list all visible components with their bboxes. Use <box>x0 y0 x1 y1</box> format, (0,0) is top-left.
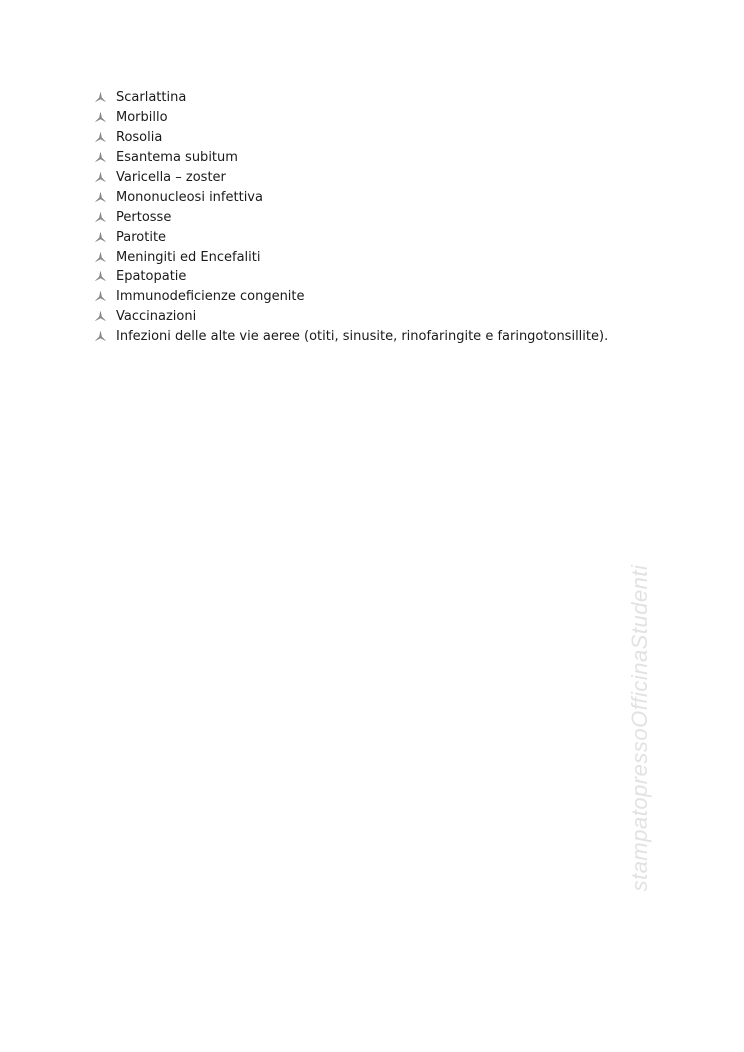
list-item-label: Scarlattina <box>116 90 187 106</box>
tri-arrow-icon <box>95 212 106 223</box>
list-item-label: Morbillo <box>116 110 168 126</box>
list-item <box>95 307 608 327</box>
list-item <box>95 227 608 247</box>
tri-arrow-icon <box>95 172 106 183</box>
list-item <box>95 108 608 128</box>
tri-arrow-icon <box>95 232 106 243</box>
list-item <box>95 128 608 148</box>
tri-arrow-icon <box>95 92 106 103</box>
list-item-label: Parotite <box>116 229 167 245</box>
watermark-text: stampatopressoOfficinaStudenti <box>627 564 652 892</box>
list-item-label: Vaccinazioni <box>116 309 197 325</box>
list-item-label: Mononucleosi infettiva <box>116 189 263 205</box>
list-item-label: Pertosse <box>116 209 172 225</box>
tri-arrow-icon <box>95 311 106 322</box>
tri-arrow-icon <box>95 112 106 123</box>
tri-arrow-icon <box>95 192 106 203</box>
tri-arrow-icon <box>95 331 106 342</box>
list-item <box>95 247 608 267</box>
tri-arrow-icon <box>95 132 106 143</box>
list-item-label: Immunodeficienze congenite <box>116 289 305 305</box>
list-item <box>95 287 608 307</box>
list-item-label: Meningiti ed Encefaliti <box>116 249 261 265</box>
tri-arrow-icon <box>95 252 106 263</box>
list-item-label: Rosolia <box>116 130 163 146</box>
list-item <box>95 148 608 168</box>
list-item <box>95 327 608 347</box>
list-item <box>95 207 608 227</box>
tri-arrow-icon <box>95 291 106 302</box>
list-item-label: Esantema subitum <box>116 150 238 166</box>
tri-arrow-icon <box>95 152 106 163</box>
list-item-label: Varicella – zoster <box>116 170 226 185</box>
list-item-label: Epatopatie <box>116 269 187 285</box>
bullet-list <box>95 88 608 347</box>
list-item <box>95 168 608 188</box>
tri-arrow-icon <box>95 271 106 282</box>
list-item-label: Infezioni delle alte vie aeree (otiti, sinusite, rinofaringite e faringotonsillite). <box>116 329 609 345</box>
list-item <box>95 187 608 207</box>
list-item <box>95 267 608 287</box>
list-item <box>95 88 608 108</box>
